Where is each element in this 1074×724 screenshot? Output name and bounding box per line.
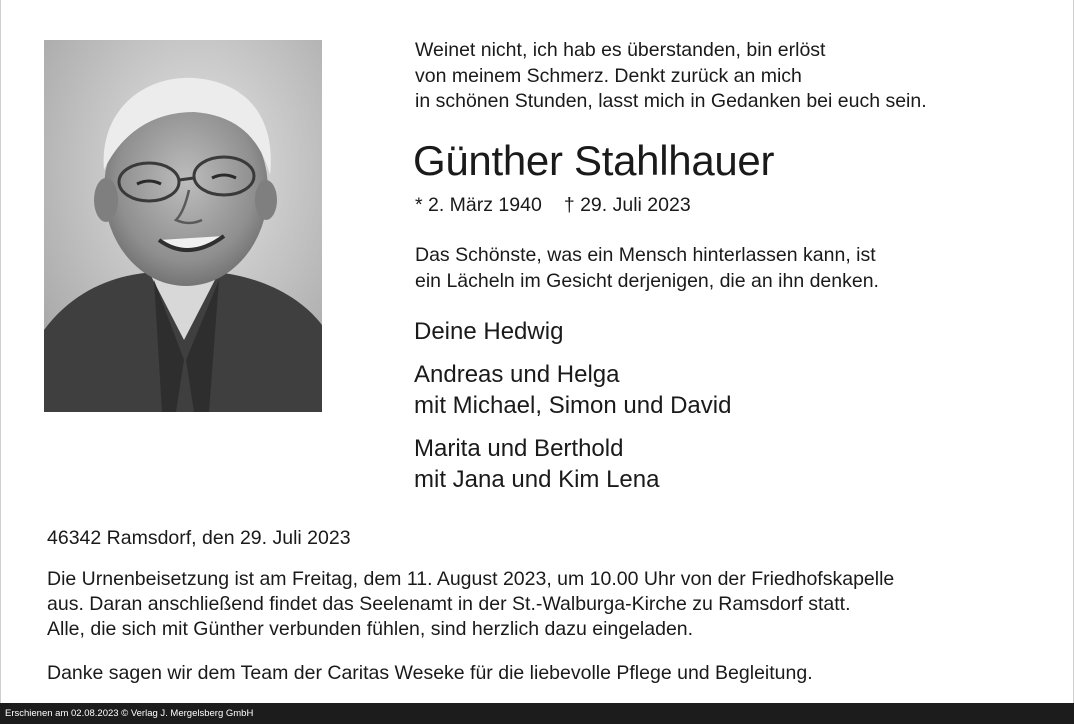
life-dates: [415, 192, 691, 218]
ceremony-line: Die Urnenbeisetzung ist am Freitag, dem 11. August 2023, um 10.00 Uhr von der Friedhofskapelle: [47, 568, 895, 590]
thanks-text: Danke sagen wir dem Team der Caritas Weseke für die liebevolle Pflege und Begleitung.: [47, 662, 813, 684]
footer-text: Erschienen am 02.08.2023 © Verlag J. Mergelsberg GmbH: [5, 708, 254, 719]
death-date: † 29. Juli 2023: [563, 194, 691, 216]
family-line: Marita und Berthold: [414, 435, 624, 462]
family-line: mit Michael, Simon und David: [414, 392, 732, 419]
family-line: mit Jana und Kim Lena: [414, 466, 660, 493]
poem-line: von meinem Schmerz. Denkt zurück an mich: [415, 64, 802, 87]
family-signatures: [414, 316, 731, 507]
poem-line: in schönen Stunden, lasst mich in Gedanken bei euch sein.: [415, 90, 927, 112]
portrait-photo: [44, 40, 322, 412]
ceremony-info: [47, 567, 894, 642]
quote: [415, 243, 1055, 294]
ceremony-line: Alle, die sich mit Günther verbunden fühlen, sind herzlich dazu eingeladen.: [47, 618, 694, 640]
quote-line: Das Schönste, was ein Mensch hinterlassen kann, ist: [415, 244, 876, 266]
ceremony-line: aus. Daran anschließend findet das Seelenamt in der St.-Walburga-Kirche zu Ramsdorf statt.: [47, 593, 851, 615]
family-line: Andreas und Helga: [414, 361, 620, 388]
place-date: 46342 Ramsdorf, den 29. Juli 2023: [47, 527, 351, 549]
birth-date: * 2. März 1940: [415, 194, 542, 216]
deceased-name: Günther Stahlhauer: [413, 137, 775, 184]
family-group: [414, 359, 731, 421]
family-group: [414, 433, 731, 495]
publication-footer: [0, 703, 1074, 724]
poem: [415, 38, 1055, 115]
quote-line: ein Lächeln im Gesicht derjenigen, die an ihn denken.: [415, 269, 879, 292]
family-group: [414, 316, 731, 347]
poem-line: Weinet nicht, ich hab es überstanden, bin erlöst: [415, 39, 826, 61]
family-line: Deine Hedwig: [414, 318, 564, 345]
